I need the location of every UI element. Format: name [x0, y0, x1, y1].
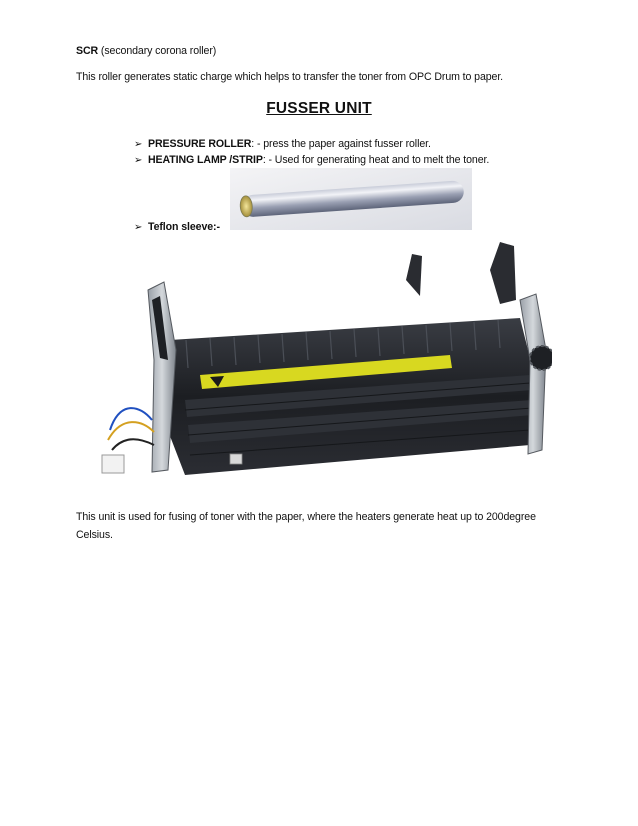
- bullet-term: Teflon sleeve:-: [148, 221, 220, 233]
- bullet-term: HEATING LAMP /STRIP: [148, 154, 263, 166]
- intro-paragraph: This roller generates static charge which helps to transfer the toner from OPC Drum to paper.: [76, 71, 504, 83]
- bullet-pressure-roller: [134, 137, 431, 152]
- arrow-bullet-icon: ➢: [134, 155, 143, 166]
- bullet-description: : - Used for generating heat and to melt the toner.: [262, 154, 490, 166]
- scr-line: [76, 43, 216, 59]
- bullet-term: PRESSURE ROLLER: [148, 138, 252, 150]
- scr-description: (secondary corona roller): [98, 45, 217, 57]
- bullet-heating-lamp: [134, 153, 489, 168]
- section-heading: FUSSER UNIT: [266, 100, 372, 117]
- scr-term: SCR: [76, 45, 99, 57]
- heating-lamp-image: [230, 168, 472, 230]
- fuser-unit-image: [90, 240, 552, 500]
- bullet-teflon-sleeve: [134, 220, 220, 235]
- arrow-bullet-icon: ➢: [134, 139, 143, 150]
- closing-paragraph: This unit is used for fusing of toner with the paper, where the heaters generate heat up to 200degree Celsius.: [76, 511, 536, 541]
- arrow-bullet-icon: ➢: [134, 222, 143, 233]
- bullet-description: : - press the paper against fusser roller.: [251, 138, 431, 150]
